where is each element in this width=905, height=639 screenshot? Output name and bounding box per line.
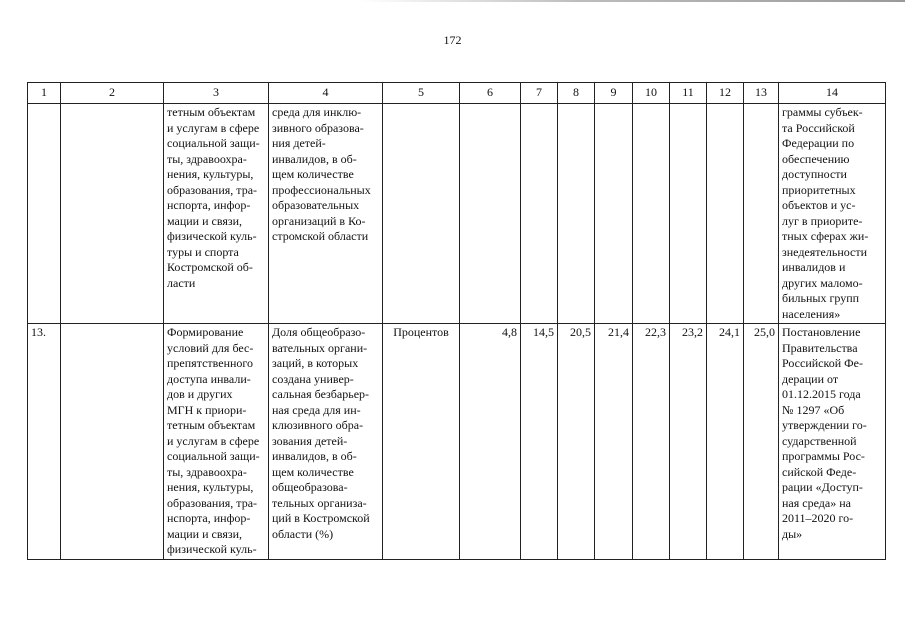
cell-unit xyxy=(383,104,460,324)
cell-indicator: среда для инклю- зивного образова- ния детей- инвалидов, в об- щем количестве профессиональных образовательных организаций в Ко- стромской области xyxy=(269,104,383,324)
cell-value-10 xyxy=(633,104,670,324)
col-header-10: 10 xyxy=(633,83,670,104)
page-number: 172 xyxy=(443,33,462,47)
col-header-7: 7 xyxy=(521,83,558,104)
cell-activity: тетным объектам и услугам в сфере социальной защи- ты, здравоохра- нения, культуры, образования, тра- нспорта, инфор- мации и связи, физической куль- туры и спорта Костромской об- ласти xyxy=(164,104,269,324)
col-header-13: 13 xyxy=(744,83,779,104)
col-header-5: 5 xyxy=(383,83,460,104)
cell-value-9: 21,4 xyxy=(595,324,633,560)
column-number-row xyxy=(28,83,886,104)
table-row-continuation xyxy=(28,104,886,324)
cell-value-8: 20,5 xyxy=(558,324,595,560)
cell-value-7: 14,5 xyxy=(521,324,558,560)
col-header-2: 2 xyxy=(61,83,164,104)
cell-value-7 xyxy=(521,104,558,324)
indicators-table xyxy=(27,82,886,560)
cell-legal-basis: Постановление Правительства Российской Фе- дерации от 01.12.2015 года № 1297 «Об утверждении го- сударственной программы Рос- сийской Феде- рации «Доступ- ная среда» на 2011–2020 го- ды» xyxy=(779,324,886,560)
cell-value-10: 22,3 xyxy=(633,324,670,560)
col-header-6: 6 xyxy=(460,83,521,104)
col-header-8: 8 xyxy=(558,83,595,104)
col-header-9: 9 xyxy=(595,83,633,104)
cell-value-13 xyxy=(744,104,779,324)
cell-value-13: 25,0 xyxy=(744,324,779,560)
col-header-11: 11 xyxy=(670,83,707,104)
cell-value-8 xyxy=(558,104,595,324)
cell-col2 xyxy=(61,104,164,324)
scan-edge-line xyxy=(360,0,905,2)
cell-unit: Процентов xyxy=(383,324,460,560)
cell-value-11: 23,2 xyxy=(670,324,707,560)
cell-value-6 xyxy=(460,104,521,324)
cell-legal-basis: граммы субъек- та Российской Федерации по обеспечению доступности приоритетных объектов и ус- луг в приорите- тных сферах жи- знедеятельности инвалидов и других маломо- бильных групп населения» xyxy=(779,104,886,324)
cell-number: 13. xyxy=(28,324,61,560)
col-header-4: 4 xyxy=(269,83,383,104)
cell-activity: Формирование условий для бес- препятственного доступа инвали- дов и других МГН к приори- тетным объектам и услугам в сфере социальной защи- ты, здравоохра- нения, культуры, образования, тра- нспорта, инфор- мации и связи, физической куль- xyxy=(164,324,269,560)
cell-value-9 xyxy=(595,104,633,324)
col-header-1: 1 xyxy=(28,83,61,104)
cell-value-6: 4,8 xyxy=(460,324,521,560)
cell-number xyxy=(28,104,61,324)
cell-value-11 xyxy=(670,104,707,324)
cell-value-12: 24,1 xyxy=(707,324,744,560)
cell-value-12 xyxy=(707,104,744,324)
col-header-14: 14 xyxy=(779,83,886,104)
col-header-12: 12 xyxy=(707,83,744,104)
col-header-3: 3 xyxy=(164,83,269,104)
cell-indicator: Доля общеобразо- вательных органи- заций, в которых создана универ- сальная безбарьер- ная среда для ин- клюзивного обра- зования детей- инвалидов, в об- щем количестве общеобразова- тельных организа- ций в Костромской области (%) xyxy=(269,324,383,560)
cell-col2 xyxy=(61,324,164,560)
table-row-13 xyxy=(28,324,886,560)
